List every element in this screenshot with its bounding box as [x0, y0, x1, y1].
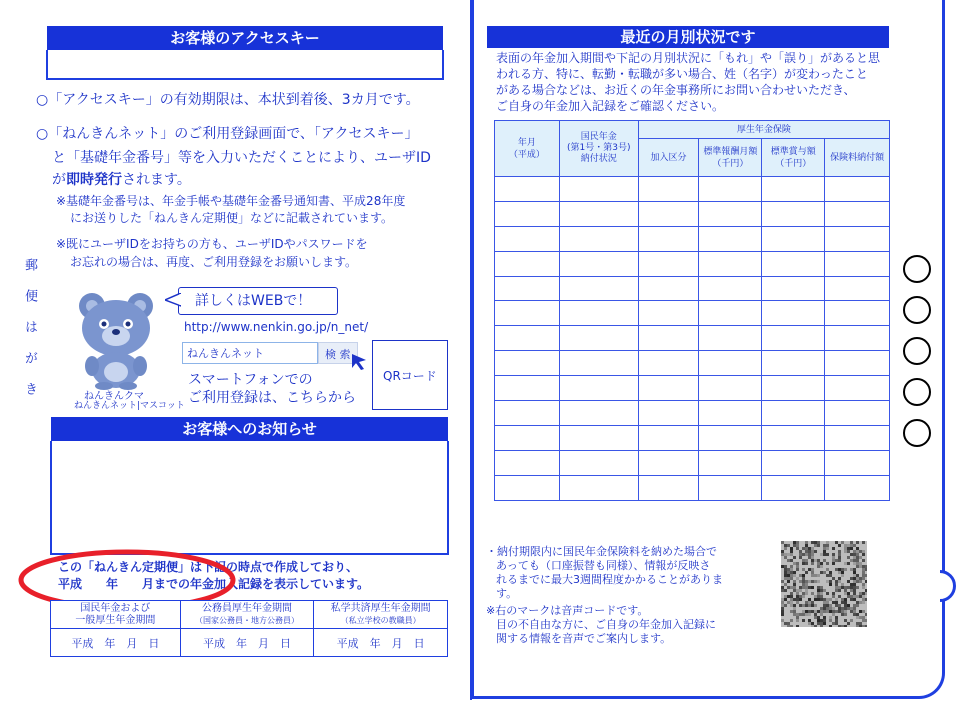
table-cell	[699, 401, 762, 426]
table-cell	[699, 376, 762, 401]
col-shoyo-1: 標準賞与額	[770, 146, 816, 157]
monthly-intro-3: がある場合などは、お近くの年金事務所にお問い合わせいただき、	[496, 83, 856, 97]
smartphone-note-1: スマートフォンでの	[188, 372, 313, 388]
table-cell	[638, 401, 699, 426]
mascot-subtitle: ねんきんネット|マスコット	[74, 401, 185, 411]
table-cell	[495, 425, 560, 450]
table-cell	[638, 475, 699, 500]
col-shoyo-2: （千円）	[775, 158, 812, 169]
access-key-header: お客様のアクセスキー	[47, 26, 443, 50]
payment-note-1: ・納付期限内に国民年金保険料を納めた場合で	[486, 545, 717, 558]
table-cell	[825, 251, 890, 276]
table-cell	[699, 177, 762, 202]
mascot-name: ねんきんクマ	[84, 391, 144, 402]
table-cell	[638, 177, 699, 202]
period-2-header	[180, 601, 314, 629]
col-kousei: 厚生年金保険	[638, 121, 889, 139]
period-1-title2: 一般厚生年金期間	[75, 614, 156, 626]
table-row	[495, 376, 890, 401]
table-cell	[495, 475, 560, 500]
monthly-status-table	[494, 120, 890, 501]
table-cell	[495, 450, 560, 475]
table-cell	[699, 251, 762, 276]
table-cell	[495, 276, 560, 301]
table-cell	[699, 326, 762, 351]
table-cell	[762, 251, 825, 276]
col-kokumin-2: (第1号・第3号)	[567, 143, 631, 153]
payment-note-2: あっても（口座振替も同様）、情報が反映さ	[496, 559, 711, 572]
col-hyojun-1: 標準報酬月額	[703, 146, 758, 157]
table-cell	[825, 376, 890, 401]
table-cell	[495, 401, 560, 426]
table-cell	[495, 177, 560, 202]
monthly-intro-2: われる方、特に、転勤・転職が多い場合、姓（名字）が変わったこと	[496, 67, 868, 81]
period-1-date: 平成 年 月 日	[51, 629, 181, 657]
table-cell	[638, 351, 699, 376]
table-row	[495, 251, 890, 276]
note-reg-3c: されます。	[122, 172, 191, 188]
footer-line-2: 平成 年 月までの年金加入記録を表示しています。	[58, 577, 370, 591]
qr-code-box[interactable]	[372, 340, 448, 410]
postcard-label: 郵便はがき	[22, 258, 37, 413]
table-cell	[762, 201, 825, 226]
table-row	[495, 475, 890, 500]
period-2-title: 公務員厚生年金期間	[202, 602, 292, 614]
period-date-table	[50, 600, 448, 657]
col-hoken: 保険料納付額	[825, 139, 890, 177]
table-cell	[638, 276, 699, 301]
table-cell	[762, 425, 825, 450]
smartphone-note-2: ご利用登録は、こちらから	[188, 390, 356, 406]
table-cell	[495, 351, 560, 376]
monthly-intro-1: 表面の年金加入期間や下記の月別状況に「もれ」や「誤り」があると思	[496, 51, 881, 65]
voice-code-note-1: ※右のマークは音声コードです。	[486, 604, 649, 617]
col-kokumin-3: 納付状況	[580, 154, 617, 164]
table-cell	[762, 450, 825, 475]
notice-header: お客様へのお知らせ	[51, 417, 448, 441]
col-shoyo	[762, 139, 825, 177]
table-row	[495, 301, 890, 326]
bear-mascot-icon	[74, 290, 158, 390]
notice-body	[50, 441, 449, 555]
table-cell	[699, 276, 762, 301]
table-cell	[762, 276, 825, 301]
table-cell	[559, 226, 638, 251]
table-cell	[638, 301, 699, 326]
table-cell	[495, 376, 560, 401]
table-cell	[825, 450, 890, 475]
search-input[interactable]	[182, 342, 318, 364]
table-cell	[638, 226, 699, 251]
table-cell	[559, 351, 638, 376]
subnote-userid-2: お忘れの場合は、再度、ご利用登録をお願いします。	[70, 255, 358, 269]
monthly-table-body	[495, 177, 890, 501]
cursor-arrow-icon	[350, 352, 370, 372]
payment-note-4: す。	[496, 587, 518, 600]
table-cell	[699, 351, 762, 376]
table-cell	[825, 326, 890, 351]
table-cell	[762, 326, 825, 351]
table-cell	[559, 376, 638, 401]
table-cell	[699, 201, 762, 226]
table-cell	[559, 201, 638, 226]
table-cell	[495, 301, 560, 326]
table-row	[495, 201, 890, 226]
table-row	[495, 351, 890, 376]
table-cell	[699, 425, 762, 450]
table-cell	[762, 351, 825, 376]
speech-text: 詳しくはWEBで！	[195, 293, 312, 309]
table-cell	[638, 450, 699, 475]
table-cell	[638, 201, 699, 226]
table-cell	[559, 326, 638, 351]
table-cell	[825, 276, 890, 301]
footer-line-1: この「ねんきん定期便」は下記の時点で作成しており、	[58, 560, 359, 574]
table-cell	[825, 351, 890, 376]
speech-bubble	[178, 287, 338, 315]
table-cell	[762, 376, 825, 401]
table-cell	[638, 251, 699, 276]
subnote-basic-number-1: ※基礎年金番号は、年金手帳や基礎年金番号通知書、平成28年度	[56, 194, 406, 208]
table-cell	[762, 475, 825, 500]
note-registration-2: と「基礎年金番号」等を入力いただくことにより、ユーザID	[52, 150, 431, 166]
table-cell	[559, 177, 638, 202]
period-2-title2: （国家公務員・地方公務員）	[195, 615, 299, 625]
search-input-value: ねんきんネット	[187, 347, 264, 360]
table-row	[495, 226, 890, 251]
table-cell	[559, 401, 638, 426]
table-row	[495, 177, 890, 202]
table-cell	[495, 251, 560, 276]
table-cell	[825, 177, 890, 202]
table-cell	[825, 301, 890, 326]
period-3-date: 平成 年 月 日	[314, 629, 448, 657]
table-row	[495, 326, 890, 351]
table-cell	[762, 226, 825, 251]
table-row	[495, 425, 890, 450]
voice-code-note-3: 関する情報を音声でご案内します。	[496, 632, 672, 645]
note-reg-3b: 即時発行	[66, 172, 122, 188]
note-reg-3a: が	[52, 172, 66, 188]
table-cell	[762, 301, 825, 326]
binding-hole-2	[903, 296, 931, 324]
table-cell	[638, 376, 699, 401]
table-cell	[495, 201, 560, 226]
binding-hole-4	[903, 378, 931, 406]
col-kokumin-1: 国民年金	[580, 132, 617, 142]
nenkin-url-link[interactable]: http://www.nenkin.go.jp/n_net/	[184, 320, 369, 334]
subnote-userid-1: ※既にユーザIDをお持ちの方も、ユーザIDやパスワードを	[56, 237, 368, 251]
table-cell	[699, 475, 762, 500]
table-cell	[559, 450, 638, 475]
table-row	[495, 276, 890, 301]
table-cell	[825, 425, 890, 450]
table-cell	[762, 177, 825, 202]
table-cell	[495, 226, 560, 251]
period-3-title2: （私立学校の教職員）	[340, 615, 421, 625]
table-cell	[699, 226, 762, 251]
bubble-tail	[165, 293, 181, 307]
col-hyojun	[699, 139, 762, 177]
table-cell	[638, 326, 699, 351]
note-registration-3	[52, 170, 191, 190]
qr-code-label: QRコード	[383, 369, 437, 383]
access-key-field[interactable]	[46, 50, 444, 80]
voice-code-note-2: 目の不自由な方に、ご自身の年金加入記録に	[496, 618, 716, 631]
table-cell	[825, 201, 890, 226]
subnote-basic-number-2: にお送りした「ねんきん定期便」などに記載されています。	[70, 211, 394, 225]
table-cell	[559, 251, 638, 276]
table-cell	[559, 301, 638, 326]
table-cell	[825, 226, 890, 251]
table-cell	[762, 401, 825, 426]
table-cell	[825, 401, 890, 426]
col-year-month	[495, 121, 560, 177]
binding-hole-5	[903, 419, 931, 447]
table-cell	[559, 425, 638, 450]
table-cell	[638, 425, 699, 450]
table-cell	[559, 475, 638, 500]
note-validity: ○「アクセスキー」の有効期限は、本状到着後、3カ月です。	[36, 92, 420, 108]
table-row	[495, 401, 890, 426]
binding-hole-3	[903, 337, 931, 365]
table-cell	[495, 326, 560, 351]
monthly-intro-4: ご自身の年金加入記録をご確認ください。	[496, 99, 725, 113]
period-3-header	[314, 601, 448, 629]
col-hyojun-2: （千円）	[712, 158, 749, 169]
monthly-header: 最近の月別状況です	[487, 26, 889, 48]
period-1-title: 国民年金および	[80, 602, 151, 614]
col-kanyu: 加入区分	[638, 139, 699, 177]
search-button-label: 検 索	[325, 348, 351, 361]
col-year-label: 年月	[517, 137, 536, 148]
table-cell	[699, 450, 762, 475]
table-cell	[699, 301, 762, 326]
note-registration-1: ○「ねんきんネット」のご利用登録画面で、「アクセスキー」	[36, 126, 419, 142]
binding-hole-1	[903, 255, 931, 283]
period-2-date: 平成 年 月 日	[180, 629, 314, 657]
table-cell	[825, 475, 890, 500]
period-3-title: 私学共済厚生年金期間	[330, 602, 431, 614]
col-year-label2: （平成）	[508, 149, 545, 160]
voice-code-icon	[781, 541, 867, 627]
col-kokumin	[559, 121, 638, 177]
table-row	[495, 450, 890, 475]
period-1-header	[51, 601, 181, 629]
table-cell	[559, 276, 638, 301]
payment-note-3: れるまでに最大3週間程度かかることがありま	[496, 573, 723, 586]
